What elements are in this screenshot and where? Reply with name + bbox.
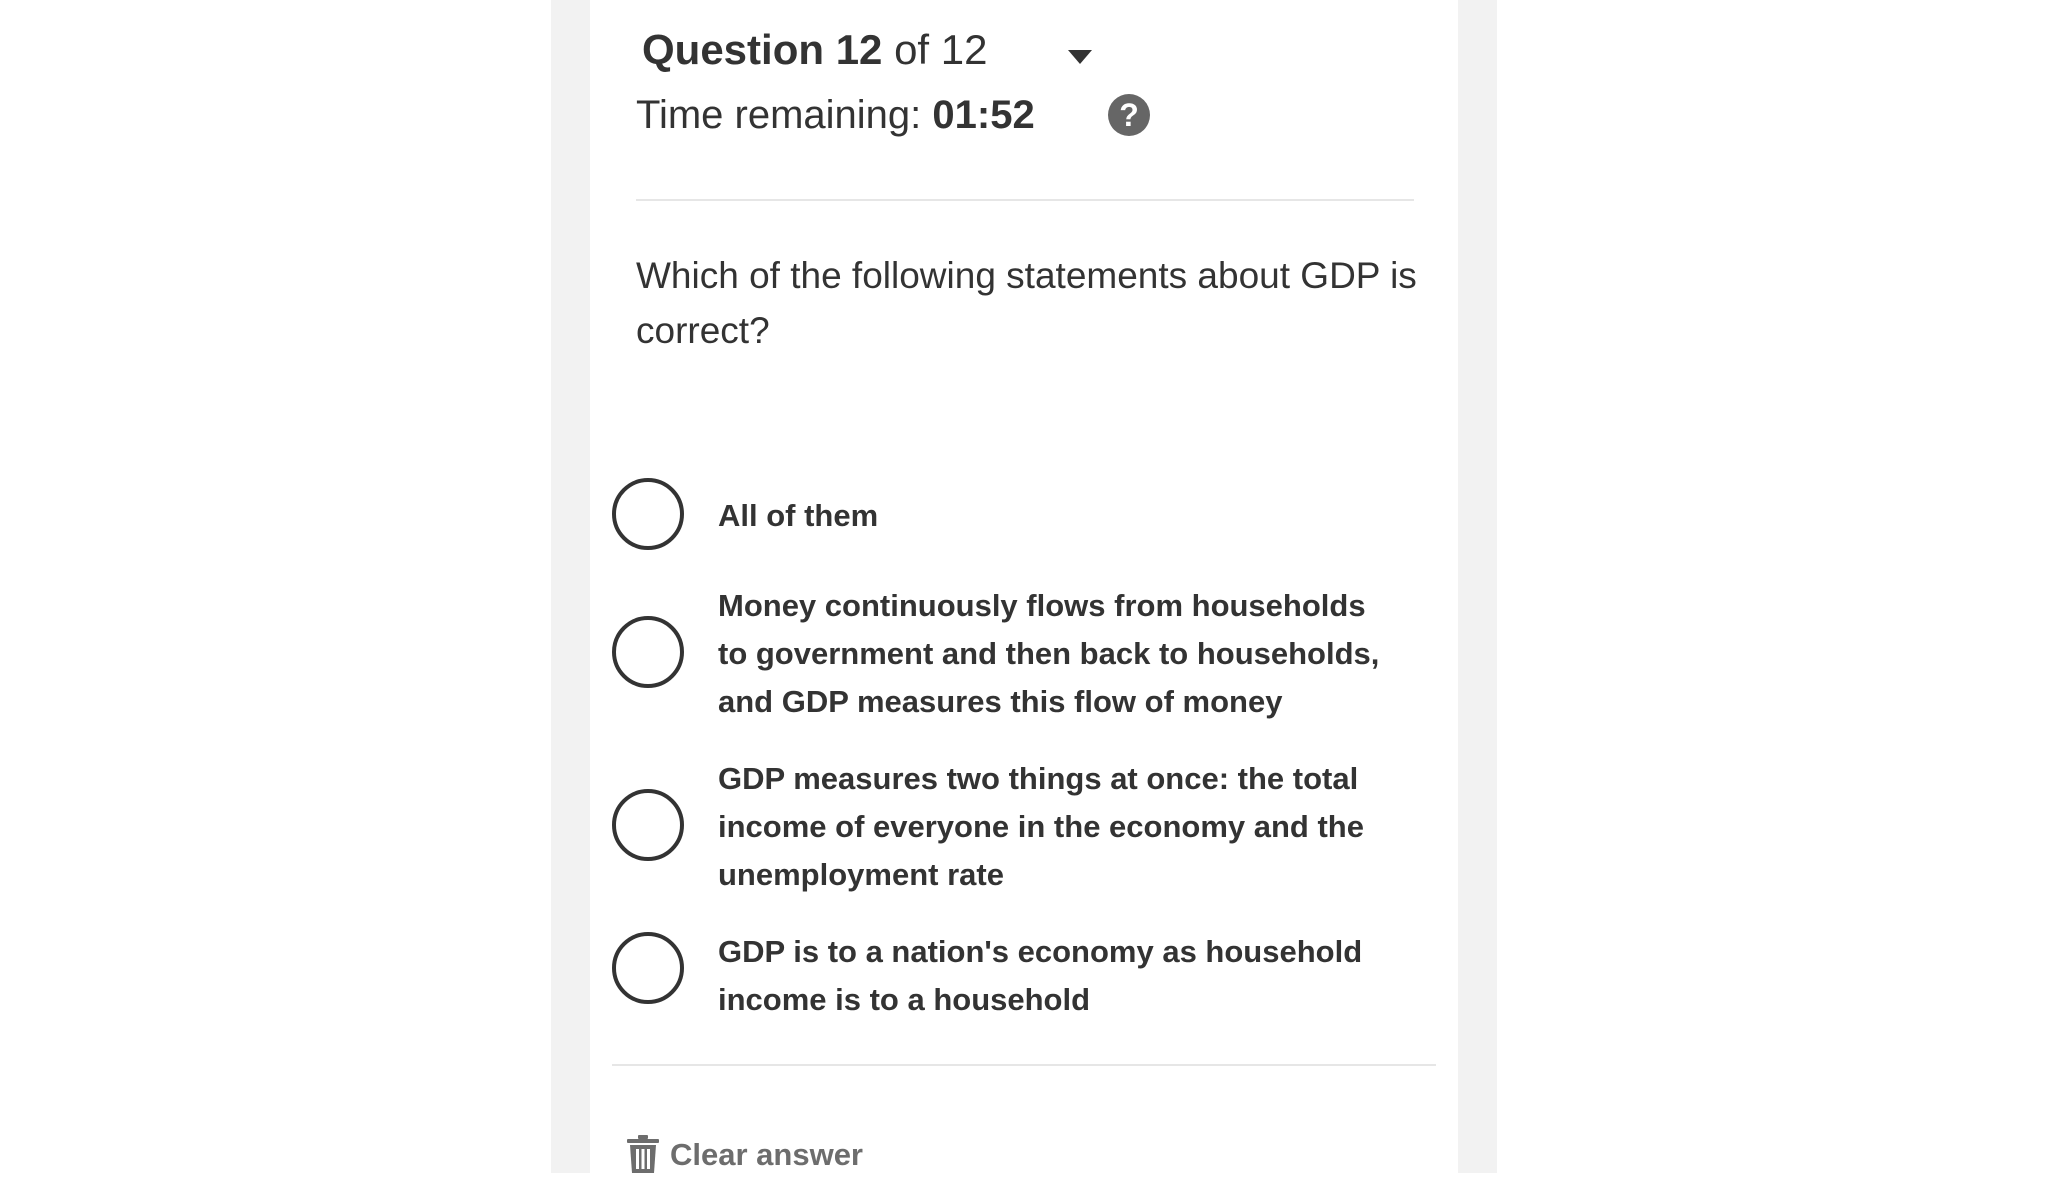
clear-answer-label: Clear answer: [670, 1137, 863, 1172]
quiz-card: [590, 0, 1458, 1173]
option-label: GDP is to a nation's economy as household income is to a household: [718, 934, 1363, 1017]
time-remaining: [636, 88, 1035, 142]
answer-option[interactable]: [612, 582, 1412, 726]
question-counter: [642, 22, 988, 78]
radio-button[interactable]: [612, 616, 684, 688]
trash-icon: [626, 1134, 660, 1174]
help-button[interactable]: [1108, 94, 1150, 136]
chevron-down-icon: [1060, 36, 1100, 72]
help-icon: ?: [1119, 97, 1139, 133]
answer-option[interactable]: [612, 755, 1412, 899]
option-label: Money continuously flows from households to government and then back to households, and GDP measures this flow of money: [718, 588, 1380, 719]
time-label: Time remaining:: [636, 93, 922, 137]
radio-button[interactable]: [612, 789, 684, 861]
radio-button[interactable]: [612, 478, 684, 550]
question-word: Question: [642, 26, 825, 73]
question-text: Which of the following statements about GDP is correct?: [636, 255, 1417, 351]
question-total: of 12: [894, 26, 988, 73]
time-value: 01:52: [932, 93, 1035, 137]
option-label: GDP measures two things at once: the total income of everyone in the economy and the unemployment rate: [718, 761, 1364, 892]
answer-option[interactable]: [612, 478, 1412, 554]
question-number: 12: [835, 26, 883, 73]
radio-button[interactable]: [612, 932, 684, 1004]
footer-divider: [612, 1064, 1436, 1066]
header-divider: [636, 199, 1414, 201]
option-label: All of them: [718, 498, 879, 533]
answer-option[interactable]: [612, 928, 1412, 1028]
question-nav-dropdown[interactable]: [1060, 36, 1100, 72]
